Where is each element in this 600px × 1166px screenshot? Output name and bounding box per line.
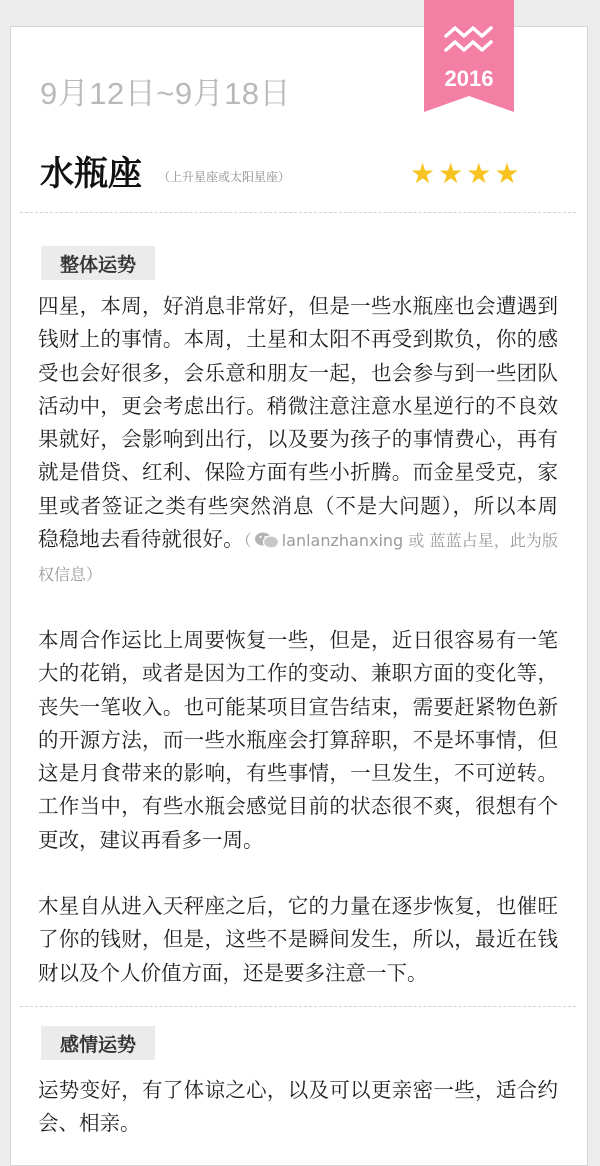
watermark: （ lanlanzhanxing 或 蓝蓝占星，此为版权信息）: [38, 531, 559, 585]
love-paragraph-1: 运势变好，有了体谅之心，以及可以更亲密一些，适合约会、相亲。: [38, 1078, 558, 1136]
sign-title: 水瓶座: [40, 154, 142, 194]
year-ribbon: [424, 0, 514, 112]
overall-paragraph-1: [38, 290, 558, 592]
star-icon: ★: [410, 157, 436, 190]
rating-stars: [410, 157, 520, 190]
overall-paragraph-3: 木星自从进入天秤座之后，它的力量在逐步恢复，也催旺了你的钱财，但是，这些不是瞬间发生，所以，最近在钱财以及个人价值方面，还是要多注意一下。: [38, 894, 558, 985]
star-icon: ★: [494, 157, 520, 190]
horoscope-card: [10, 26, 588, 1166]
ribbon-year: 2016: [444, 66, 494, 91]
section-divider: [20, 1006, 576, 1007]
star-icon: ★: [438, 157, 464, 190]
wechat-icon: [254, 531, 280, 549]
section-tag-overall: 整体运势: [41, 246, 155, 280]
date-range: 9月12日~9月18日: [40, 76, 292, 111]
overall-paragraph-1-text: 四星，本周，好消息非常好，但是一些水瓶座也会遭遇到钱财上的事情。本周，土星和太阳不再受到欺负，你的感受也会好很多，会乐意和朋友一起，也会参与到一些团队活动中，更会考虑出行。稍微注意注意水星逆行的不良效果就好，会影响到出行，以及要为孩子的事情费心，再有就是借贷、红利、保险方面有些小折腾。而金星受克，家里或者签证之类有些突然消息（不是大问题），所以本周稳稳地去看待就很好。: [38, 294, 558, 552]
sign-subtitle: （上升星座或太阳星座）: [158, 170, 291, 184]
star-icon: ★: [466, 157, 492, 190]
overall-paragraph-2: 本周合作运比上周要恢复一些，但是，近日很容易有一笔大的花销，或者是因为工作的变动、兼职方面的变化等，丧失一笔收入。也可能某项目宣告结束，需要赶紧物色新的开源方法，而一些水瓶座会打算辞职，不是坏事情，但这是月食带来的影响，有些事情，一旦发生，不可逆转。工作当中，有些水瓶会感觉目前的状态很不爽，很想有个更改，建议再看多一周。: [38, 628, 558, 852]
header-divider: [20, 212, 576, 213]
section-tag-love: 感情运势: [41, 1026, 155, 1060]
